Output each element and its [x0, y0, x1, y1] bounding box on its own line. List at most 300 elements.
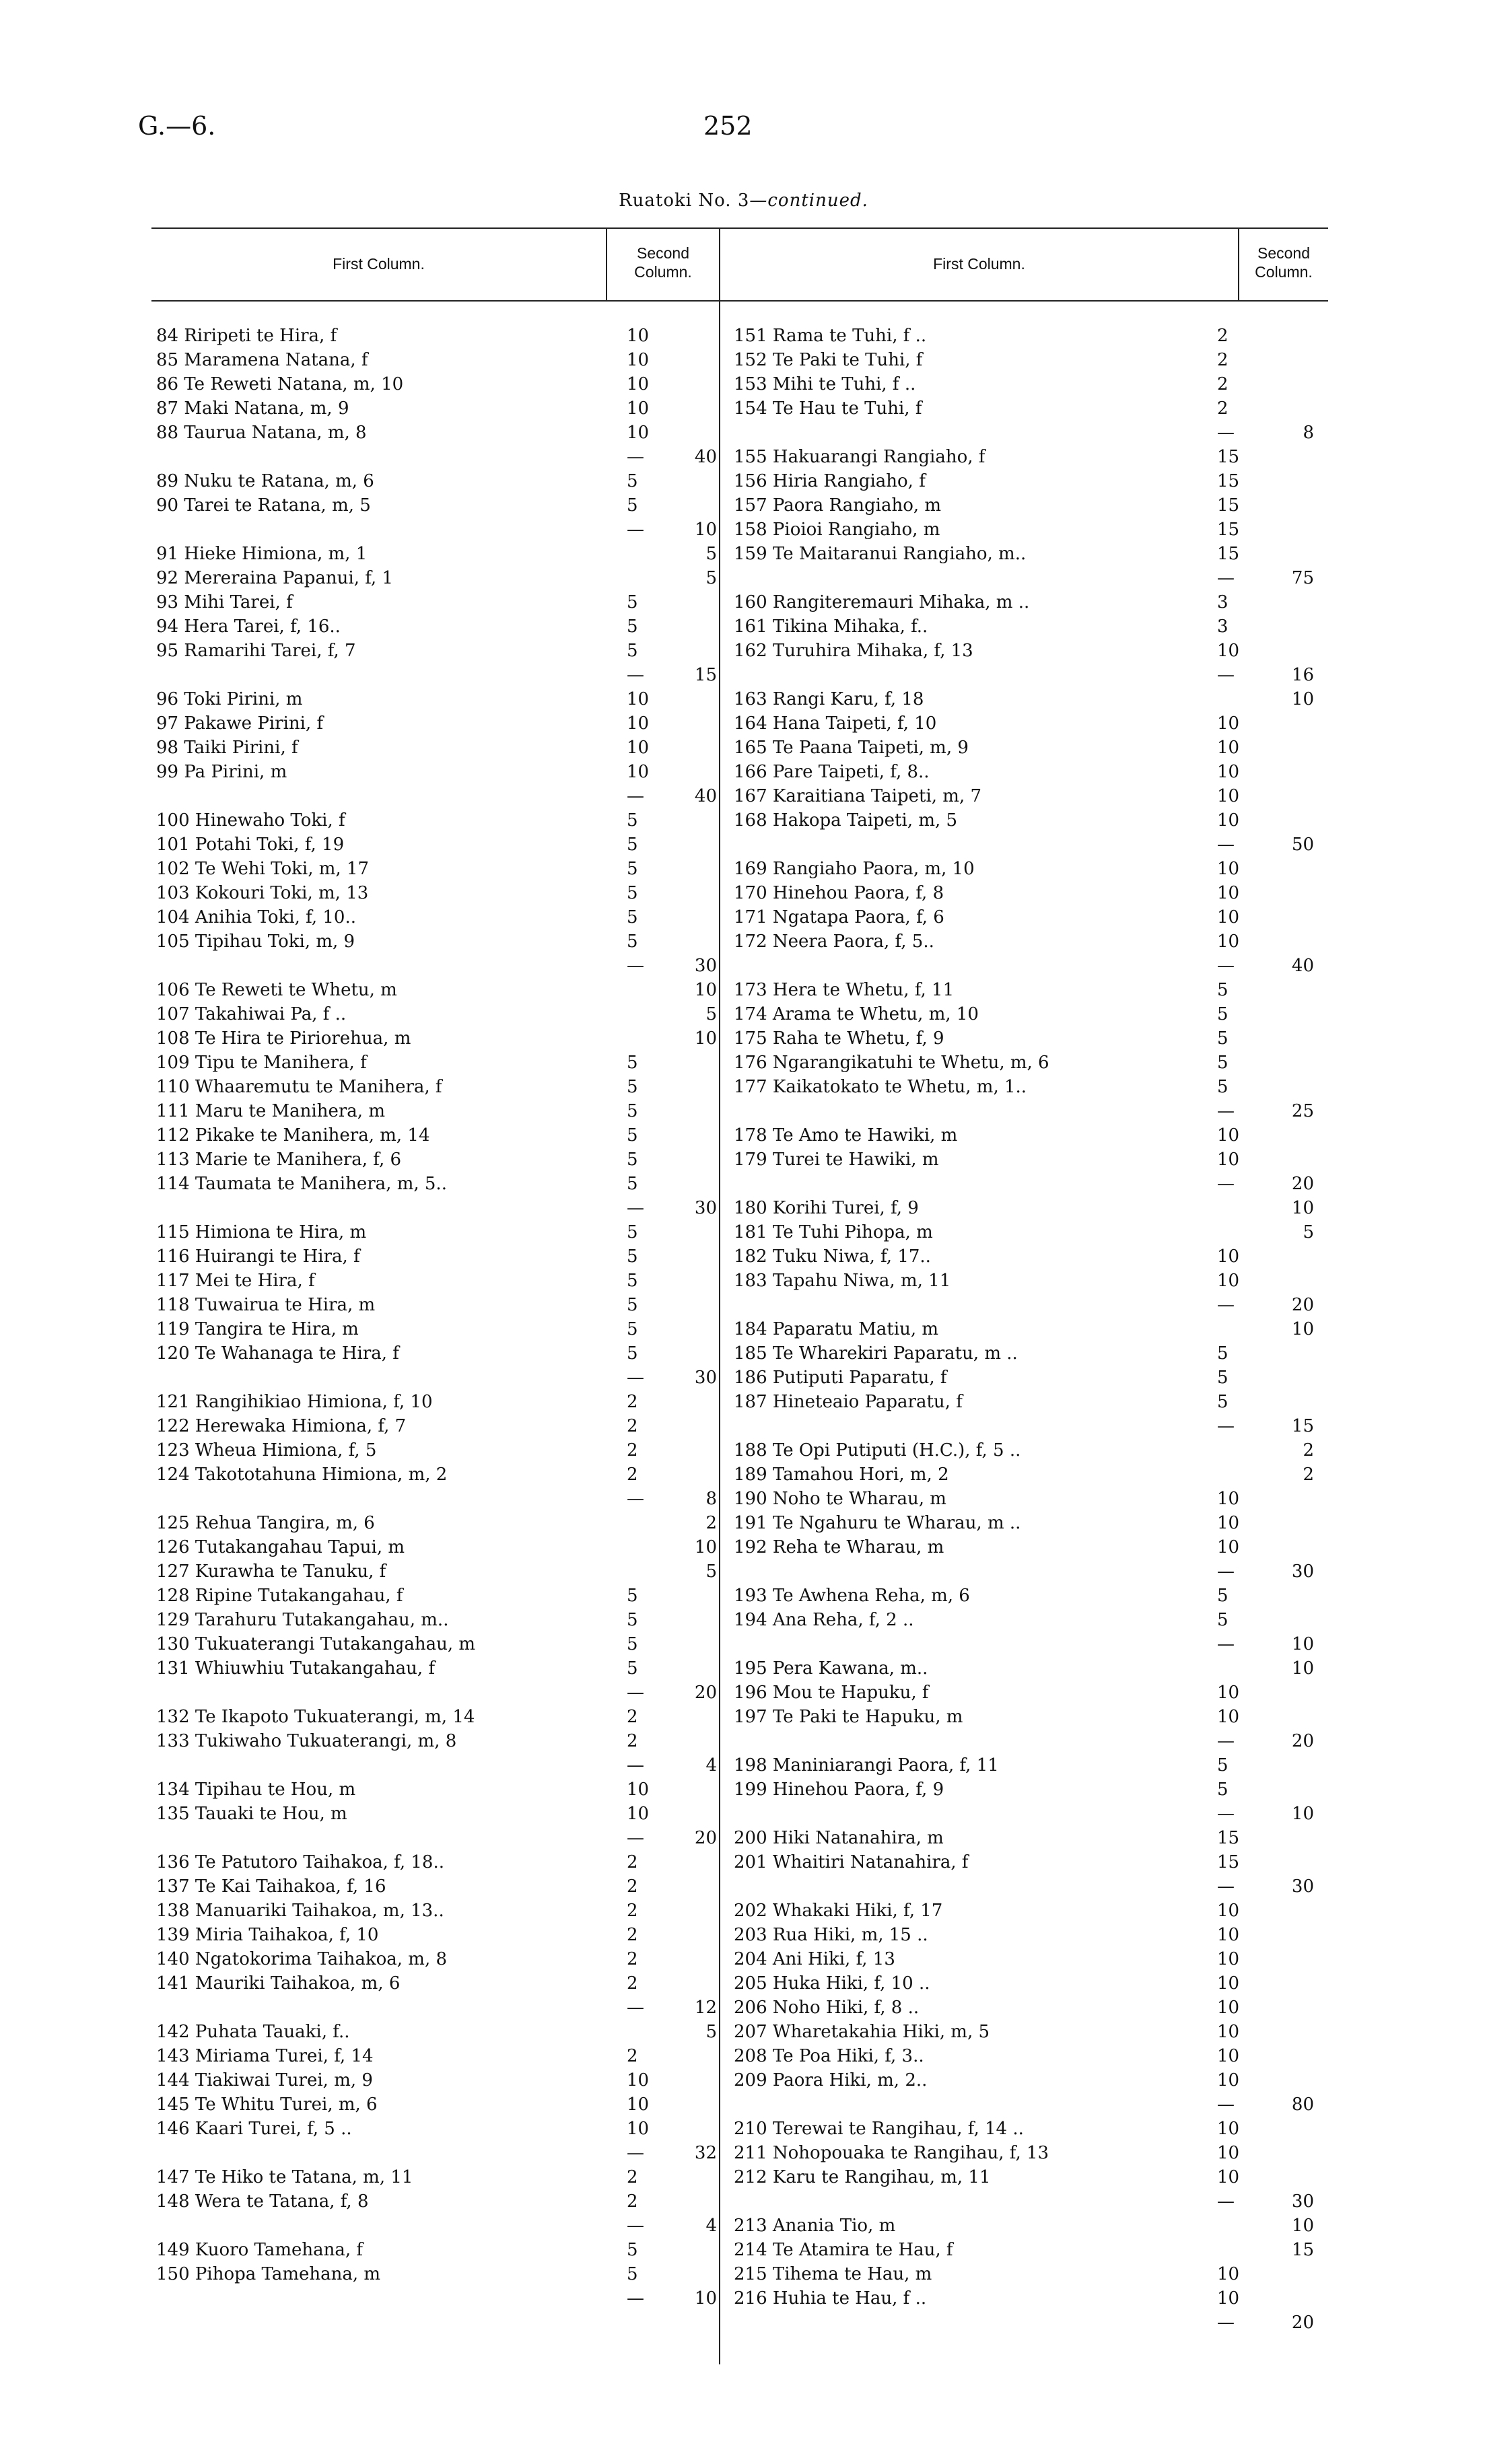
- table-header-rule: [151, 300, 1328, 302]
- group-total: 12: [694, 1998, 717, 2018]
- entry-name: 87 Maki Natana, m, 9: [156, 398, 349, 419]
- share-value: 10: [627, 713, 650, 734]
- group-total: 2: [1303, 1465, 1314, 1485]
- subtotal-rule: —: [1217, 1731, 1235, 1751]
- entry-name: 91 Hieke Himiona, m, 1: [156, 544, 368, 564]
- entry-name: 141 Mauriki Taihakoa, m, 6: [156, 1973, 401, 1994]
- subtotal-rule: —: [627, 447, 644, 467]
- entry-name: 208 Te Poa Hiki, f, 3..: [734, 2046, 924, 2066]
- group-total: 10: [1291, 689, 1314, 709]
- group-total: 32: [694, 2143, 717, 2163]
- share-value: 2: [627, 1852, 638, 1872]
- entry-name: 216 Huhia te Hau, f ..: [734, 2288, 927, 2309]
- entry-name: 116 Huirangi te Hira, f: [156, 1246, 360, 1267]
- entry-name: 166 Pare Taipeti, f, 8..: [734, 762, 930, 782]
- share-value: 5: [627, 1053, 638, 1073]
- group-total: 5: [705, 1004, 717, 1024]
- share-value: 5: [627, 1077, 638, 1097]
- entry-name: 147 Te Hiko te Tatana, m, 11: [156, 2167, 413, 2187]
- group-total: 40: [694, 447, 717, 467]
- share-value: 10: [1217, 1901, 1240, 1921]
- subtotal-rule: —: [1217, 2095, 1235, 2115]
- entry-name: 154 Te Hau te Tuhi, f: [734, 398, 922, 419]
- share-value: 2: [627, 1707, 638, 1727]
- share-value: 10: [627, 738, 650, 758]
- share-value: 5: [627, 1174, 638, 1194]
- entry-name: 114 Taumata te Manihera, m, 5..: [156, 1174, 447, 1194]
- share-value: 5: [1217, 1004, 1229, 1024]
- entry-name: 212 Karu te Rangihau, m, 11: [734, 2167, 991, 2187]
- share-value: 10: [1217, 810, 1240, 831]
- entry-name: 124 Takototahuna Himiona, m, 2: [156, 1465, 448, 1485]
- entry-name: 142 Puhata Tauaki, f..: [156, 2022, 350, 2042]
- share-value: 5: [627, 1634, 638, 1654]
- entry-name: 160 Rangiteremauri Mihaka, m ..: [734, 592, 1030, 612]
- entry-name: 112 Pikake te Manihera, m, 14: [156, 1125, 430, 1146]
- group-total: 20: [1291, 1295, 1314, 1315]
- subtotal-rule: —: [627, 1683, 644, 1703]
- share-value: 5: [1217, 1755, 1229, 1775]
- entry-name: 190 Noho te Wharau, m: [734, 1489, 946, 1509]
- entry-name: 171 Ngatapa Paora, f, 6: [734, 907, 944, 927]
- entry-name: 195 Pera Kawana, m..: [734, 1658, 928, 1679]
- share-value: 10: [627, 2119, 650, 2139]
- share-value: 5: [627, 2264, 638, 2284]
- share-value: 5: [627, 1658, 638, 1679]
- share-value: 2: [627, 1973, 638, 1994]
- group-total: 10: [1291, 1634, 1314, 1654]
- entry-name: 196 Mou te Hapuku, f: [734, 1683, 929, 1703]
- share-value: 10: [627, 2095, 650, 2115]
- entry-name: 156 Hiria Rangiaho, f: [734, 471, 926, 491]
- share-value: 10: [627, 423, 650, 443]
- group-total: 30: [694, 1198, 717, 1218]
- share-value: 15: [1217, 544, 1240, 564]
- entry-name: 191 Te Ngahuru te Wharau, m ..: [734, 1513, 1021, 1533]
- entry-name: 181 Te Tuhi Pihopa, m: [734, 1222, 933, 1242]
- group-total: 10: [694, 1537, 717, 1557]
- entry-name: 103 Kokouri Toki, m, 13: [156, 883, 369, 903]
- center-divider: [719, 227, 720, 2364]
- subtotal-rule: —: [627, 1368, 644, 1388]
- page-number: 252: [703, 111, 753, 141]
- entry-name: 123 Wheua Himiona, f, 5: [156, 1440, 377, 1460]
- entry-name: 128 Ripine Tutakangahau, f: [156, 1586, 403, 1606]
- share-value: 5: [1217, 1053, 1229, 1073]
- share-value: 2: [627, 1901, 638, 1921]
- entry-name: 86 Te Reweti Natana, m, 10: [156, 374, 404, 394]
- entry-name: 211 Nohopouaka te Rangihau, f, 13: [734, 2143, 1049, 2163]
- group-total: 10: [1291, 2216, 1314, 2236]
- subtotal-rule: —: [627, 1828, 644, 1848]
- entry-name: 146 Kaari Turei, f, 5 ..: [156, 2119, 352, 2139]
- share-value: 2: [627, 2191, 638, 2212]
- group-total: 20: [1291, 2313, 1314, 2333]
- entry-name: 178 Te Amo te Hawiki, m: [734, 1125, 958, 1146]
- share-value: 10: [1217, 1246, 1240, 1267]
- share-value: 10: [1217, 2046, 1240, 2066]
- share-value: 5: [627, 931, 638, 952]
- share-value: 5: [1217, 1610, 1229, 1630]
- share-value: 2: [627, 2046, 638, 2066]
- group-total: 20: [694, 1683, 717, 1703]
- entry-name: 85 Maramena Natana, f: [156, 350, 368, 370]
- share-value: 10: [1217, 2288, 1240, 2309]
- share-value: 5: [1217, 1368, 1229, 1388]
- share-value: 5: [627, 1222, 638, 1242]
- share-value: 10: [1217, 1537, 1240, 1557]
- entry-name: 131 Whiuwhiu Tutakangahau, f: [156, 1658, 436, 1679]
- subtotal-rule: —: [1217, 1876, 1235, 1897]
- group-total: 20: [694, 1828, 717, 1848]
- entry-name: 201 Whaitiri Natanahira, f: [734, 1852, 969, 1872]
- entry-name: 194 Ana Reha, f, 2 ..: [734, 1610, 914, 1630]
- entry-name: 193 Te Awhena Reha, m, 6: [734, 1586, 970, 1606]
- entry-name: 170 Hinehou Paora, f, 8: [734, 883, 944, 903]
- left-second-column-header: Second Column.: [634, 244, 692, 281]
- subtotal-rule: —: [627, 1755, 644, 1775]
- group-total: 30: [1291, 1876, 1314, 1897]
- group-total: 25: [1291, 1101, 1314, 1121]
- entry-name: 104 Anihia Toki, f, 10..: [156, 907, 356, 927]
- share-value: 10: [1217, 859, 1240, 879]
- share-value: 2: [627, 1731, 638, 1751]
- share-value: 2: [627, 1392, 638, 1412]
- entry-name: 161 Tikina Mihaka, f..: [734, 617, 928, 637]
- share-value: 2: [1217, 398, 1229, 419]
- entry-name: 182 Tuku Niwa, f, 17..: [734, 1246, 931, 1267]
- share-value: 10: [627, 398, 650, 419]
- entry-name: 152 Te Paki te Tuhi, f: [734, 350, 923, 370]
- entry-name: 200 Hiki Natanahira, m: [734, 1828, 944, 1848]
- entry-name: 205 Huka Hiki, f, 10 ..: [734, 1973, 930, 1994]
- share-value: 2: [627, 1416, 638, 1436]
- entry-name: 209 Paora Hiki, m, 2..: [734, 2070, 928, 2090]
- group-total: 10: [1291, 1804, 1314, 1824]
- entry-name: 132 Te Ikapoto Tukuaterangi, m, 14: [156, 1707, 475, 1727]
- entry-name: 98 Taiki Pirini, f: [156, 738, 298, 758]
- group-total: 30: [1291, 2191, 1314, 2212]
- share-value: 10: [1217, 1489, 1240, 1509]
- entry-name: 129 Tarahuru Tutakangahau, m..: [156, 1610, 449, 1630]
- entry-name: 143 Miriama Turei, f, 14: [156, 2046, 374, 2066]
- entry-name: 115 Himiona te Hira, m: [156, 1222, 367, 1242]
- share-value: 2: [627, 2167, 638, 2187]
- subtotal-rule: —: [627, 2216, 644, 2236]
- group-total: 75: [1291, 568, 1314, 588]
- share-value: 10: [1217, 786, 1240, 806]
- share-value: 3: [1217, 617, 1229, 637]
- left-first-column-header: First Column.: [333, 255, 425, 273]
- subtotal-rule: —: [1217, 956, 1235, 976]
- share-value: 2: [1217, 350, 1229, 370]
- subtotal-rule: —: [1217, 1295, 1235, 1315]
- share-value: 15: [1217, 447, 1240, 467]
- entry-name: 127 Kurawha te Tanuku, f: [156, 1561, 386, 1582]
- entry-name: 204 Ani Hiki, f, 13: [734, 1949, 895, 1969]
- subtotal-rule: —: [627, 2143, 644, 2163]
- entry-name: 130 Tukuaterangi Tutakangahau, m: [156, 1634, 476, 1654]
- entry-name: 139 Miria Taihakoa, f, 10: [156, 1925, 379, 1945]
- subtotal-rule: —: [1217, 1634, 1235, 1654]
- entry-name: 162 Turuhira Mihaka, f, 13: [734, 641, 973, 661]
- group-total: 40: [1291, 956, 1314, 976]
- entry-name: 133 Tukiwaho Tukuaterangi, m, 8: [156, 1731, 457, 1751]
- subtotal-rule: —: [1217, 1174, 1235, 1194]
- share-value: 10: [1217, 1125, 1240, 1146]
- group-total: 10: [694, 1028, 717, 1049]
- share-value: 5: [627, 1586, 638, 1606]
- group-total: 10: [694, 520, 717, 540]
- entry-name: 105 Tipihau Toki, m, 9: [156, 931, 355, 952]
- entry-name: 109 Tipu te Manihera, f: [156, 1053, 367, 1073]
- entry-name: 192 Reha te Wharau, m: [734, 1537, 944, 1557]
- share-value: 5: [627, 1271, 638, 1291]
- entry-name: 203 Rua Hiki, m, 15 ..: [734, 1925, 928, 1945]
- share-value: 5: [627, 883, 638, 903]
- share-value: 10: [627, 762, 650, 782]
- group-total: 15: [694, 665, 717, 685]
- subtotal-rule: —: [1217, 1416, 1235, 1436]
- entry-name: 169 Rangiaho Paora, m, 10: [734, 859, 975, 879]
- share-value: 5: [627, 2240, 638, 2260]
- subtotal-rule: —: [627, 1198, 644, 1218]
- share-value: 2: [627, 1440, 638, 1460]
- entry-name: 213 Anania Tio, m: [734, 2216, 896, 2236]
- entry-name: 108 Te Hira te Piriorehua, m: [156, 1028, 411, 1049]
- entry-name: 136 Te Patutoro Taihakoa, f, 18..: [156, 1852, 444, 1872]
- share-value: 10: [1217, 1707, 1240, 1727]
- share-value: 10: [1217, 883, 1240, 903]
- right-first-column-header: First Column.: [933, 255, 1025, 273]
- entry-name: 137 Te Kai Taihakoa, f, 16: [156, 1876, 386, 1897]
- entry-name: 134 Tipihau te Hou, m: [156, 1780, 356, 1800]
- share-value: 5: [627, 495, 638, 516]
- share-value: 2: [627, 1876, 638, 1897]
- entry-name: 167 Karaitiana Taipeti, m, 7: [734, 786, 982, 806]
- share-value: 10: [1217, 2143, 1240, 2163]
- entry-name: 202 Whakaki Hiki, f, 17: [734, 1901, 943, 1921]
- entry-name: 140 Ngatokorima Taihakoa, m, 8: [156, 1949, 448, 1969]
- share-value: 10: [1217, 931, 1240, 952]
- share-value: 10: [627, 1804, 650, 1824]
- entry-name: 185 Te Wharekiri Paparatu, m ..: [734, 1343, 1018, 1364]
- subtotal-rule: —: [1217, 835, 1235, 855]
- share-value: 5: [627, 859, 638, 879]
- share-value: 5: [627, 1125, 638, 1146]
- share-value: 10: [1217, 1150, 1240, 1170]
- subtotal-rule: —: [627, 520, 644, 540]
- entry-name: 173 Hera te Whetu, f, 11: [734, 980, 955, 1000]
- group-total: 5: [1303, 1222, 1314, 1242]
- entry-name: 207 Wharetakahia Hiki, m, 5: [734, 2022, 990, 2042]
- group-total: 8: [1303, 423, 1314, 443]
- share-value: 5: [627, 617, 638, 637]
- subtotal-rule: —: [1217, 665, 1235, 685]
- share-value: 10: [1217, 1998, 1240, 2018]
- group-total: 80: [1291, 2095, 1314, 2115]
- share-value: 10: [1217, 1683, 1240, 1703]
- entry-name: 144 Tiakiwai Turei, m, 9: [156, 2070, 373, 2090]
- entry-name: 197 Te Paki te Hapuku, m: [734, 1707, 963, 1727]
- share-value: 2: [1217, 326, 1229, 346]
- entry-name: 164 Hana Taipeti, f, 10: [734, 713, 937, 734]
- subtotal-rule: —: [627, 1489, 644, 1509]
- entry-name: 88 Taurua Natana, m, 8: [156, 423, 367, 443]
- entry-name: 125 Rehua Tangira, m, 6: [156, 1513, 375, 1533]
- share-value: 5: [1217, 1343, 1229, 1364]
- entry-name: 210 Terewai te Rangihau, f, 14 ..: [734, 2119, 1024, 2139]
- entry-name: 96 Toki Pirini, m: [156, 689, 303, 709]
- share-value: 10: [1217, 2022, 1240, 2042]
- share-value: 5: [627, 1610, 638, 1630]
- group-total: 15: [1291, 2240, 1314, 2260]
- share-value: 15: [1217, 495, 1240, 516]
- entry-name: 97 Pakawe Pirini, f: [156, 713, 324, 734]
- entry-name: 153 Mihi te Tuhi, f ..: [734, 374, 916, 394]
- share-value: 10: [1217, 738, 1240, 758]
- subtotal-rule: —: [627, 665, 644, 685]
- entry-name: 176 Ngarangikatuhi te Whetu, m, 6: [734, 1053, 1049, 1073]
- subtotal-rule: —: [1217, 2191, 1235, 2212]
- entry-name: 101 Potahi Toki, f, 19: [156, 835, 345, 855]
- share-value: 10: [1217, 1271, 1240, 1291]
- entry-name: 111 Maru te Manihera, m: [156, 1101, 385, 1121]
- entry-name: 122 Herewaka Himiona, f, 7: [156, 1416, 407, 1436]
- share-value: 10: [627, 350, 650, 370]
- table-caption: [0, 190, 1487, 211]
- group-total: 5: [705, 544, 717, 564]
- entry-name: 157 Paora Rangiaho, m: [734, 495, 942, 516]
- entry-name: 183 Tapahu Niwa, m, 11: [734, 1271, 951, 1291]
- entry-name: 118 Tuwairua te Hira, m: [156, 1295, 376, 1315]
- right-second-column-header: Second Column.: [1255, 244, 1313, 281]
- entry-name: 84 Riripeti te Hira, f: [156, 326, 337, 346]
- share-value: 10: [1217, 762, 1240, 782]
- entry-name: 198 Maniniarangi Paora, f, 11: [734, 1755, 999, 1775]
- group-total: 10: [694, 2288, 717, 2309]
- entry-name: 177 Kaikatokato te Whetu, m, 1..: [734, 1077, 1027, 1097]
- group-total: 30: [694, 956, 717, 976]
- entry-name: 106 Te Reweti te Whetu, m: [156, 980, 397, 1000]
- share-value: 15: [1217, 1852, 1240, 1872]
- group-total: 30: [1291, 1561, 1314, 1582]
- share-value: 10: [1217, 1513, 1240, 1533]
- entry-name: 100 Hinewaho Toki, f: [156, 810, 345, 831]
- group-total: 20: [1291, 1731, 1314, 1751]
- share-value: 2: [1217, 374, 1229, 394]
- entry-name: 113 Marie te Manihera, f, 6: [156, 1150, 402, 1170]
- entry-name: 99 Pa Pirini, m: [156, 762, 287, 782]
- share-value: 3: [1217, 592, 1229, 612]
- share-value: 5: [627, 1343, 638, 1364]
- group-total: 10: [1291, 1319, 1314, 1339]
- share-value: 10: [1217, 2070, 1240, 2090]
- share-value: 10: [627, 1780, 650, 1800]
- entry-name: 186 Putiputi Paparatu, f: [734, 1368, 947, 1388]
- entry-name: 138 Manuariki Taihakoa, m, 13..: [156, 1901, 444, 1921]
- entry-name: 174 Arama te Whetu, m, 10: [734, 1004, 979, 1024]
- share-value: 15: [1217, 471, 1240, 491]
- group-total: 8: [705, 1489, 717, 1509]
- share-value: 5: [1217, 1780, 1229, 1800]
- entry-name: 89 Nuku te Ratana, m, 6: [156, 471, 374, 491]
- share-value: 10: [1217, 1973, 1240, 1994]
- share-value: 10: [1217, 2119, 1240, 2139]
- share-value: 5: [627, 471, 638, 491]
- group-total: 50: [1291, 835, 1314, 855]
- subtotal-rule: —: [627, 1998, 644, 2018]
- entry-name: 120 Te Wahanaga te Hira, f: [156, 1343, 399, 1364]
- entry-name: 145 Te Whitu Turei, m, 6: [156, 2095, 378, 2115]
- group-total: 5: [705, 568, 717, 588]
- share-value: 10: [627, 689, 650, 709]
- entry-name: 175 Raha te Whetu, f, 9: [734, 1028, 944, 1049]
- share-value: 10: [627, 326, 650, 346]
- entry-name: 159 Te Maitaranui Rangiaho, m..: [734, 544, 1027, 564]
- group-total: 40: [694, 786, 717, 806]
- share-value: 15: [1217, 520, 1240, 540]
- entry-name: 189 Tamahou Hori, m, 2: [734, 1465, 949, 1485]
- group-total: 10: [694, 980, 717, 1000]
- entry-name: 93 Mihi Tarei, f: [156, 592, 293, 612]
- share-value: 5: [1217, 1077, 1229, 1097]
- entry-name: 107 Takahiwai Pa, f ..: [156, 1004, 347, 1024]
- group-total: 4: [705, 2216, 717, 2236]
- share-value: 10: [1217, 907, 1240, 927]
- share-value: 5: [627, 1246, 638, 1267]
- share-value: 5: [627, 592, 638, 612]
- group-total: 5: [705, 1561, 717, 1582]
- entry-name: 199 Hinehou Paora, f, 9: [734, 1780, 944, 1800]
- group-total: 5: [705, 2022, 717, 2042]
- entry-name: 168 Hakopa Taipeti, m, 5: [734, 810, 958, 831]
- group-total: 10: [1291, 1658, 1314, 1679]
- entry-name: 187 Hineteaio Paparatu, f: [734, 1392, 963, 1412]
- share-value: 10: [1217, 2167, 1240, 2187]
- entry-name: 117 Mei te Hira, f: [156, 1271, 315, 1291]
- group-total: 30: [694, 1368, 717, 1388]
- share-value: 15: [1217, 1828, 1240, 1848]
- share-value: 5: [627, 1150, 638, 1170]
- share-value: 5: [627, 641, 638, 661]
- share-value: 10: [627, 374, 650, 394]
- entry-name: 135 Tauaki te Hou, m: [156, 1804, 347, 1824]
- share-value: 10: [1217, 641, 1240, 661]
- entry-name: 215 Tihema te Hau, m: [734, 2264, 932, 2284]
- entry-name: 172 Neera Paora, f, 5..: [734, 931, 934, 952]
- share-value: 2: [627, 1949, 638, 1969]
- entry-name: 94 Hera Tarei, f, 16..: [156, 617, 341, 637]
- share-value: 2: [627, 1925, 638, 1945]
- share-value: 5: [627, 907, 638, 927]
- share-value: 5: [627, 835, 638, 855]
- subtotal-rule: —: [1217, 1804, 1235, 1824]
- subtotal-rule: —: [1217, 568, 1235, 588]
- share-value: 10: [1217, 1925, 1240, 1945]
- share-value: 5: [1217, 1392, 1229, 1412]
- entry-name: 90 Tarei te Ratana, m, 5: [156, 495, 371, 516]
- entry-name: 149 Kuoro Tamehana, f: [156, 2240, 363, 2260]
- subtotal-rule: —: [1217, 423, 1235, 443]
- entry-name: 184 Paparatu Matiu, m: [734, 1319, 939, 1339]
- group-total: 16: [1291, 665, 1314, 685]
- group-total: 2: [705, 1513, 717, 1533]
- table-title: Ruatoki No. 3: [619, 190, 750, 211]
- entry-name: 95 Ramarihi Tarei, f, 7: [156, 641, 356, 661]
- share-value: 5: [627, 1295, 638, 1315]
- subtotal-rule: —: [1217, 1101, 1235, 1121]
